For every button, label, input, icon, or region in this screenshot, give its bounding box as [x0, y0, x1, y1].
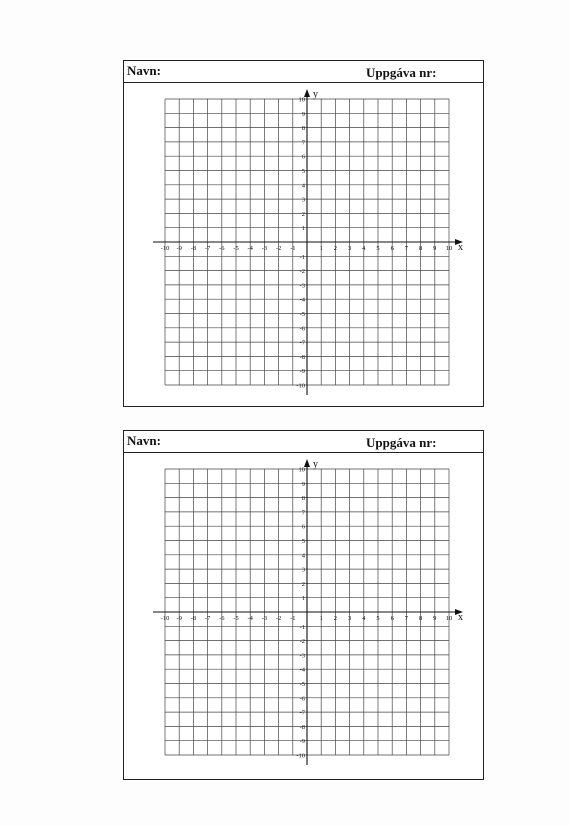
x-tick-label: -4	[247, 615, 253, 622]
x-tick-label: 10	[445, 245, 453, 252]
graph-panel-2	[123, 430, 484, 780]
panel-header	[124, 431, 483, 453]
coordinate-grid	[124, 83, 483, 406]
y-tick-label: 8	[301, 125, 305, 133]
y-tick-label: 8	[301, 495, 305, 503]
y-tick-label: 1	[301, 225, 305, 233]
task-number-label: Uppgáva nr:	[366, 65, 437, 80]
x-tick-label: -9	[176, 615, 182, 622]
x-tick-label: 5	[376, 245, 380, 252]
x-tick-label: -1	[290, 615, 296, 622]
y-tick-label: -6	[299, 695, 305, 703]
x-tick-label: 4	[362, 245, 366, 252]
x-tick-label: 9	[433, 245, 437, 252]
y-tick-label: -7	[299, 339, 305, 347]
x-tick-label: -10	[160, 245, 170, 252]
x-tick-label: -6	[219, 615, 225, 622]
x-tick-label: -1	[290, 245, 296, 252]
task-number-label: Uppgáva nr:	[366, 435, 437, 450]
name-label: Navn:	[127, 433, 161, 448]
coordinate-plane	[124, 453, 483, 779]
x-tick-label: -9	[176, 245, 182, 252]
y-tick-label: -6	[299, 325, 305, 333]
y-tick-label: 7	[301, 509, 305, 517]
y-tick-label: 6	[301, 153, 305, 161]
x-tick-label: 10	[445, 615, 453, 622]
y-tick-label: -1	[299, 623, 305, 631]
y-tick-label: 2	[301, 580, 305, 588]
y-tick-label: -2	[299, 638, 305, 646]
y-tick-label: -4	[299, 666, 305, 674]
y-tick-label: 9	[301, 480, 305, 488]
x-tick-label: -8	[190, 245, 197, 252]
y-tick-label: -10	[296, 752, 305, 760]
graph-panel-1	[123, 60, 484, 407]
y-tick-label: -4	[299, 296, 305, 304]
x-tick-label: 5	[376, 615, 380, 622]
y-tick-label: 10	[298, 466, 305, 474]
y-tick-label: 1	[301, 595, 305, 603]
x-tick-label: 8	[418, 245, 423, 252]
x-tick-label: 6	[390, 615, 394, 622]
y-tick-label: 7	[301, 139, 305, 147]
x-tick-label: 3	[347, 615, 352, 622]
x-tick-label: -3	[261, 615, 268, 622]
panel-header	[124, 61, 483, 83]
x-tick-label: 1	[319, 615, 323, 622]
y-tick-label: -9	[299, 368, 305, 376]
y-tick-label: -8	[299, 723, 305, 731]
y-tick-label: -5	[299, 681, 305, 688]
y-tick-label: 2	[301, 210, 305, 218]
x-tick-label: -4	[247, 245, 253, 252]
x-tick-label: 1	[319, 245, 323, 252]
y-tick-label: -3	[299, 282, 305, 290]
x-tick-label: 9	[433, 615, 437, 622]
y-tick-label: -9	[299, 738, 305, 746]
y-tick-label: -10	[296, 382, 305, 390]
y-tick-label: -7	[299, 709, 305, 717]
y-tick-label: 3	[301, 196, 305, 204]
x-tick-label: 4	[362, 615, 366, 622]
x-tick-label: 2	[333, 615, 338, 622]
y-tick-label: 5	[301, 168, 305, 175]
x-tick-label: -2	[275, 615, 282, 622]
y-tick-label: -5	[299, 311, 305, 318]
y-tick-label: 10	[298, 96, 305, 104]
x-tick-label: -7	[204, 245, 211, 252]
x-tick-label: 6	[390, 245, 394, 252]
x-tick-label: -5	[233, 245, 239, 252]
x-tick-label: 7	[404, 615, 409, 622]
x-tick-label: 2	[333, 245, 338, 252]
x-tick-label: 7	[404, 245, 409, 252]
y-tick-label: 3	[301, 566, 305, 574]
x-axis-label: x	[458, 612, 463, 623]
y-tick-label: -1	[299, 253, 305, 261]
y-tick-label: 6	[301, 523, 305, 531]
y-axis-label: y	[313, 89, 318, 100]
coordinate-grid	[124, 453, 483, 779]
y-tick-label: 4	[301, 552, 305, 560]
y-tick-label: 9	[301, 110, 305, 118]
x-tick-label: -6	[219, 245, 225, 252]
y-tick-label: 5	[301, 538, 305, 545]
x-tick-label: -5	[233, 615, 239, 622]
x-tick-label: 3	[347, 245, 352, 252]
x-tick-label: -3	[261, 245, 268, 252]
x-tick-label: -10	[160, 615, 170, 622]
y-tick-label: -2	[299, 268, 305, 276]
y-tick-label: 4	[301, 182, 305, 190]
y-tick-label: -8	[299, 353, 305, 361]
x-tick-label: -8	[190, 615, 197, 622]
x-tick-label: -2	[275, 245, 282, 252]
name-label: Navn:	[127, 63, 161, 78]
x-axis-label: x	[458, 242, 463, 253]
coordinate-plane	[124, 83, 483, 406]
y-tick-label: -3	[299, 652, 305, 660]
x-tick-label: 8	[418, 615, 423, 622]
y-axis-label: y	[313, 459, 318, 470]
x-tick-label: -7	[204, 615, 211, 622]
